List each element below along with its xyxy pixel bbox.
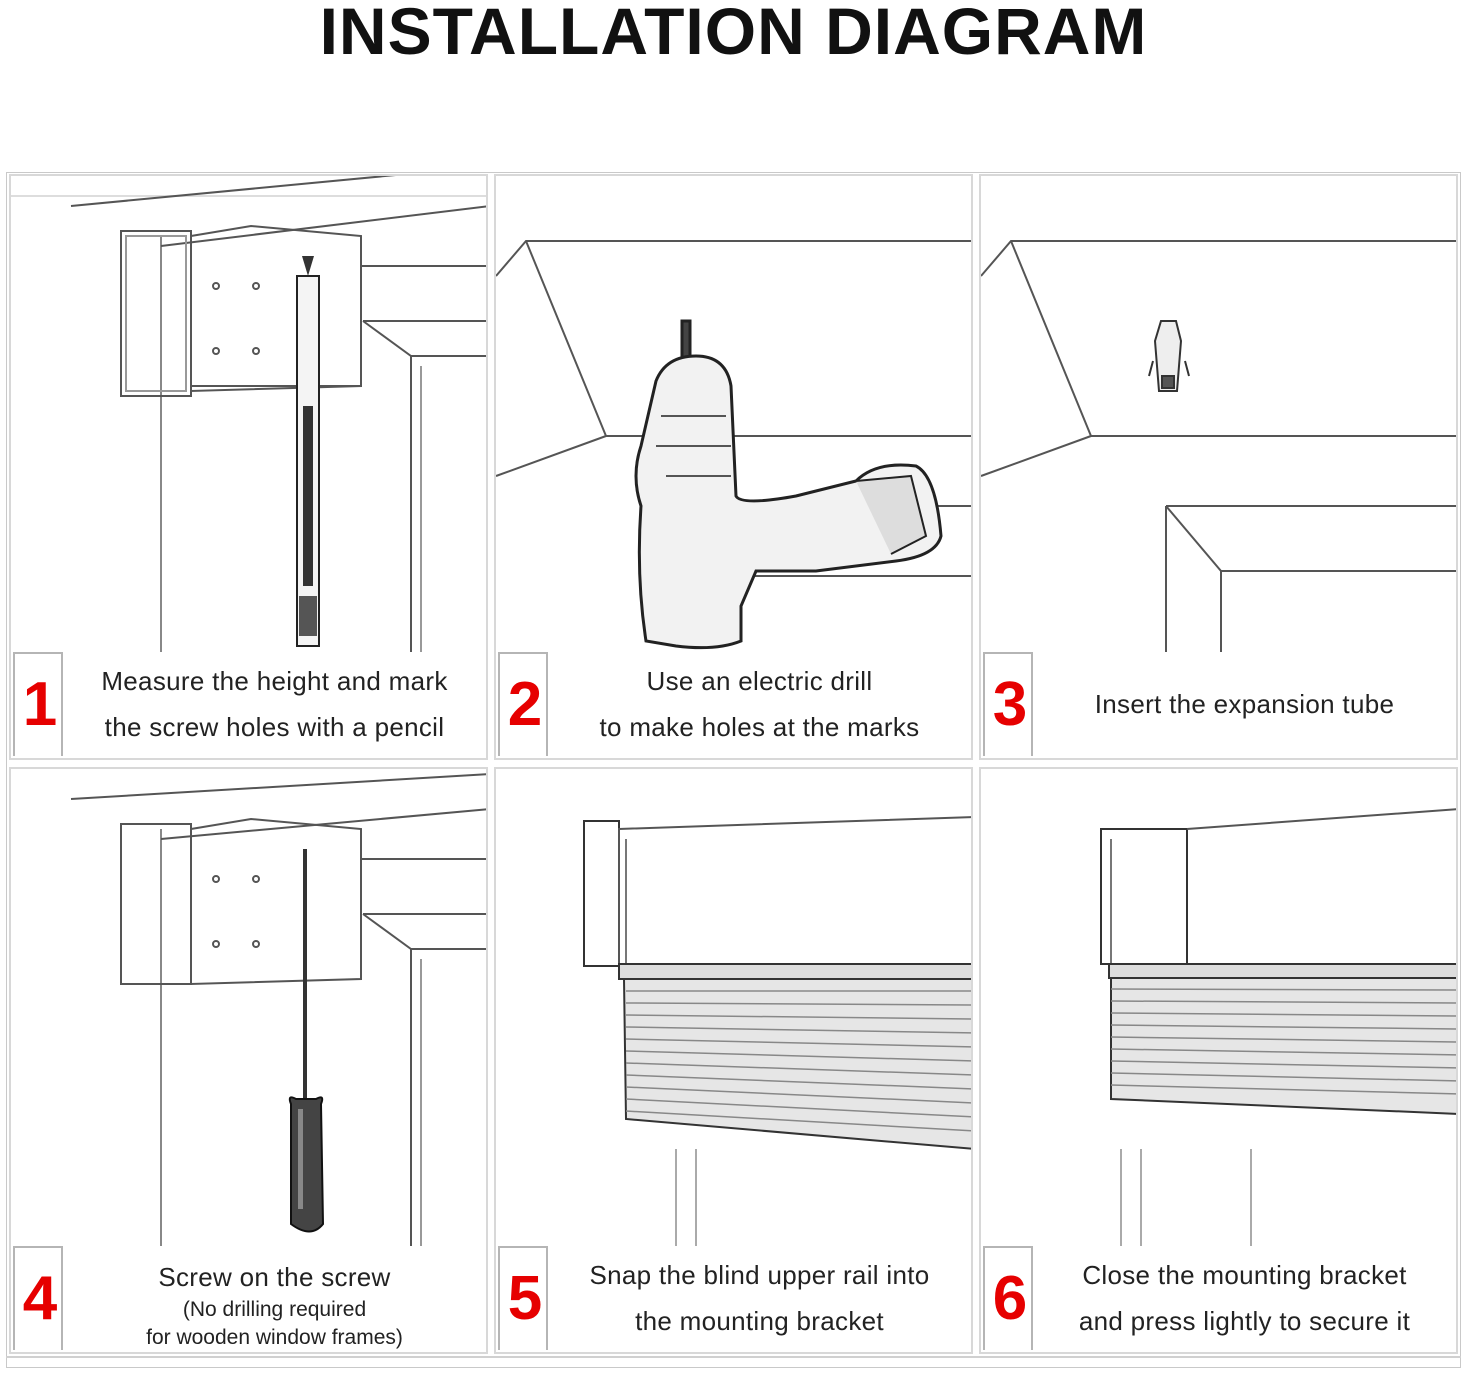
step-number-box — [983, 652, 1033, 756]
drill-illustration — [496, 176, 973, 656]
step-number: 6 — [992, 1264, 1028, 1333]
step-text-line: Screw on the screw — [158, 1262, 391, 1292]
screwdriver-bracket-illustration — [11, 769, 488, 1249]
blind-rail-illustration — [496, 769, 973, 1249]
pencil-icon — [297, 256, 319, 646]
step-caption-3 — [981, 652, 1456, 758]
step-number-box — [13, 652, 63, 756]
page-title: INSTALLATION DIAGRAM — [319, 0, 1148, 68]
electric-drill-icon — [636, 321, 941, 648]
step-number-box — [498, 1246, 548, 1350]
step-note-line: for wooden window frames) — [146, 1326, 403, 1349]
step-number: 1 — [22, 670, 58, 739]
step-text-line: Snap the blind upper rail into — [589, 1260, 930, 1290]
step-text-line: Close the mounting bracket — [1082, 1260, 1407, 1290]
expansion-tube-illustration — [981, 176, 1458, 656]
step-number-box — [13, 1246, 63, 1350]
step-number-box — [498, 652, 548, 756]
step-caption-6 — [981, 1246, 1456, 1352]
step-text-line: Use an electric drill — [646, 666, 873, 696]
blind-rail-icon — [1109, 964, 1458, 1114]
step-panel-2 — [494, 174, 973, 760]
step-note-line: (No drilling required — [182, 1298, 367, 1321]
step-text-line: the screw holes with a pencil — [104, 712, 445, 742]
step-panel-4 — [9, 767, 488, 1354]
step-panel-1 — [9, 174, 488, 760]
step-caption-2 — [496, 652, 971, 758]
step-number-box — [983, 1246, 1033, 1350]
step-text — [69, 652, 480, 756]
bottom-border — [6, 1356, 1461, 1368]
step-text — [1039, 652, 1450, 756]
pencil-bracket-illustration — [11, 176, 488, 656]
blind-rail-icon — [619, 964, 973, 1149]
step-text — [554, 652, 965, 756]
step-number: 4 — [22, 1264, 58, 1333]
step-panel-3 — [979, 174, 1458, 760]
step-panel-6 — [979, 767, 1458, 1354]
expansion-tube-icon — [1149, 321, 1189, 391]
step-caption-5 — [496, 1246, 971, 1352]
step-panel-5 — [494, 767, 973, 1354]
step-text-line: to make holes at the marks — [599, 712, 920, 742]
step-caption-1 — [11, 652, 486, 758]
step-number: 3 — [992, 670, 1028, 739]
step-caption-4 — [11, 1246, 486, 1352]
step-text-line: Measure the height and mark — [101, 666, 448, 696]
step-number: 5 — [507, 1264, 543, 1333]
step-text — [1039, 1246, 1450, 1350]
step-text — [554, 1246, 965, 1350]
step-number: 2 — [507, 670, 543, 739]
step-text-line: Insert the expansion tube — [1094, 689, 1395, 719]
step-text — [69, 1246, 480, 1354]
step-text-line: the mounting bracket — [635, 1306, 884, 1336]
step-text-line: and press lightly to secure it — [1078, 1306, 1411, 1336]
blind-closed-bracket-illustration — [981, 769, 1458, 1249]
screwdriver-icon — [290, 849, 323, 1232]
